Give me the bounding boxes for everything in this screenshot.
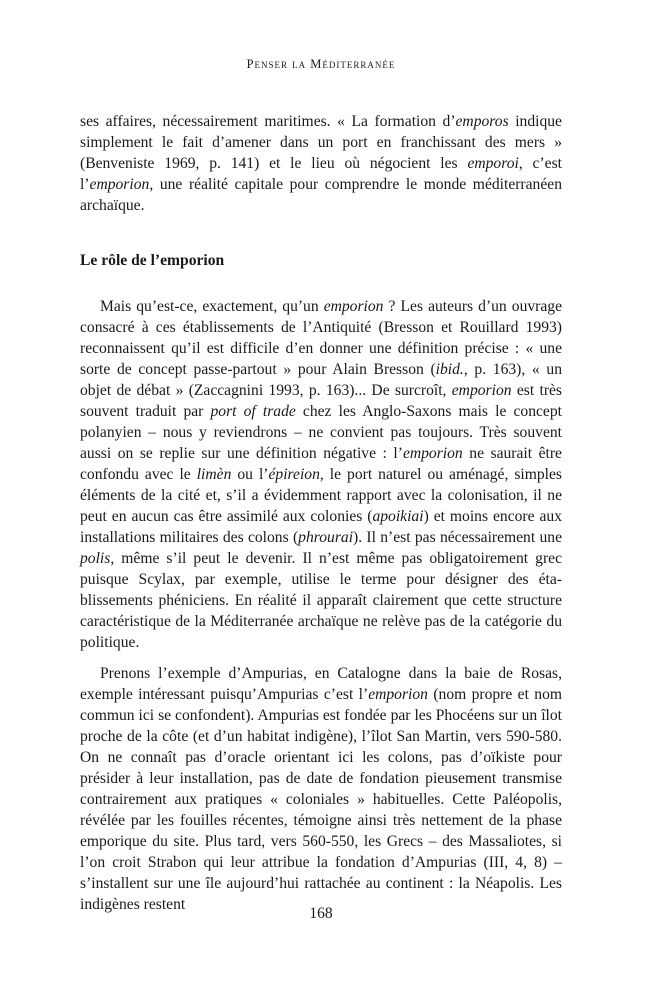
text-run: , une réalité capitale pour comprendre le monde méditerranéen archaïque. [80, 176, 562, 214]
text-run: Prenons l’exemple d’Ampurias, en Catalogne dans la baie de Rosas, exemple intéressant puisqu’Ampurias c’est l’ [80, 665, 562, 703]
text-run: Mais qu’est-ce, exactement, qu’un [100, 298, 324, 315]
text-run: chez les Anglo-Saxons mais le concept polanyien – nous y reviendrons – ne convient pas toujours. Très souvent aussi on se replie sur une définition négative : l’ [80, 403, 562, 462]
text-run: , le port naturel ou aménagé, simples éléments de la cité et, s’il a évidemment rapport avec la colonisation, il ne peut en aucun cas être assimilé aux colonies ( [80, 466, 563, 525]
section-heading: Le rôle de l’emporion [80, 252, 225, 269]
italic-term: épireion [268, 466, 320, 483]
italic-term: apoikiai [372, 508, 424, 525]
text-run: ). Il n’est pas nécessairement une [353, 529, 563, 546]
italic-term: emporion [402, 445, 463, 462]
italic-term: emporion [89, 176, 150, 193]
italic-term: polis [80, 550, 111, 567]
text-run: ne saurait être confondu avec le [80, 445, 562, 483]
text-run: ) et moins encore aux installations militaires des colons ( [80, 508, 562, 546]
book-page [80, 0, 562, 996]
text-run: ? Les auteurs d’un ouvrage consacré à ces établissements de l’Antiquité (Bresson et Rouillard 1993) reconnaissent qu’il est difficile d’en donner une définition précise : « une sorte de concept passe-partout » pour Alain Bresson ( [80, 298, 562, 378]
page-number: 168 [309, 905, 333, 922]
italic-term: port of trade [210, 403, 296, 420]
body-text [80, 111, 562, 915]
italic-term: emporion [451, 382, 512, 399]
italic-term: limèn [196, 466, 232, 483]
paragraph-continued [80, 111, 562, 216]
italic-term: emporos [455, 113, 509, 130]
italic-term: emporion [368, 686, 428, 703]
text-run: indique simplement le fait d’amener dans un port en franchissant des mers » (Benveniste 1969, p. 141) et le lieu où négocient les [80, 113, 562, 172]
text-run: ses affaires, nécessairement maritimes. « La formation d’ [80, 113, 456, 130]
italic-term: phrourai [298, 529, 354, 546]
text-run: ou l’ [231, 466, 269, 483]
text-run: , c’est l’ [80, 155, 562, 193]
italic-term: ibid. [435, 361, 464, 378]
italic-term: emporoi [467, 155, 519, 172]
text-run: (nom propre et nom commun ici se confondent). Ampurias est fondée par les Phocéens sur un îlot proche de la côte (et d’un habitat indigène), l’îlot San Martin, vers 590-580. On ne connaît pas d’oracle orientant ici les colons, pas d’oïkiste pour présider à leur installation, pas de date de fondation pieusement transmise contrairement aux pratiques « coloniales » habituelles. Cette Paléopolis, révélée par les fouilles récentes, témoigne ainsi très nettement de la phase emporique du site. Plus tard, vers 560-550, les Grecs – des Massaliotes, si l’on croit Strabon qui leur attribue la fondation d’Ampurias (III, 4, 8) – s’installent sur une île aujourd’hui rattachée au continent : la Néapolis. Les indigènes restent [80, 686, 562, 913]
italic-term: emporion [323, 298, 384, 315]
running-head: Penser la Méditerranée [246, 57, 396, 71]
text-run: , même s’il peut le devenir. Il n’est même pas obligatoirement grec puisque Scylax, par exemple, utilise le terme pour désigner des établissements phéniciens. En réalité il apparaît clairement que cette structure caractéristique de la Méditerranée archaïque ne relève pas de la catégorie du politique. [80, 550, 562, 651]
paragraph-ampurias [80, 663, 562, 915]
text-run: , p. 163), « un objet de débat » (Zaccagnini 1993, p. 163)... De surcroît, [80, 361, 562, 399]
paragraph-definition [80, 296, 562, 653]
text-run: est très souvent traduit par [80, 382, 562, 420]
